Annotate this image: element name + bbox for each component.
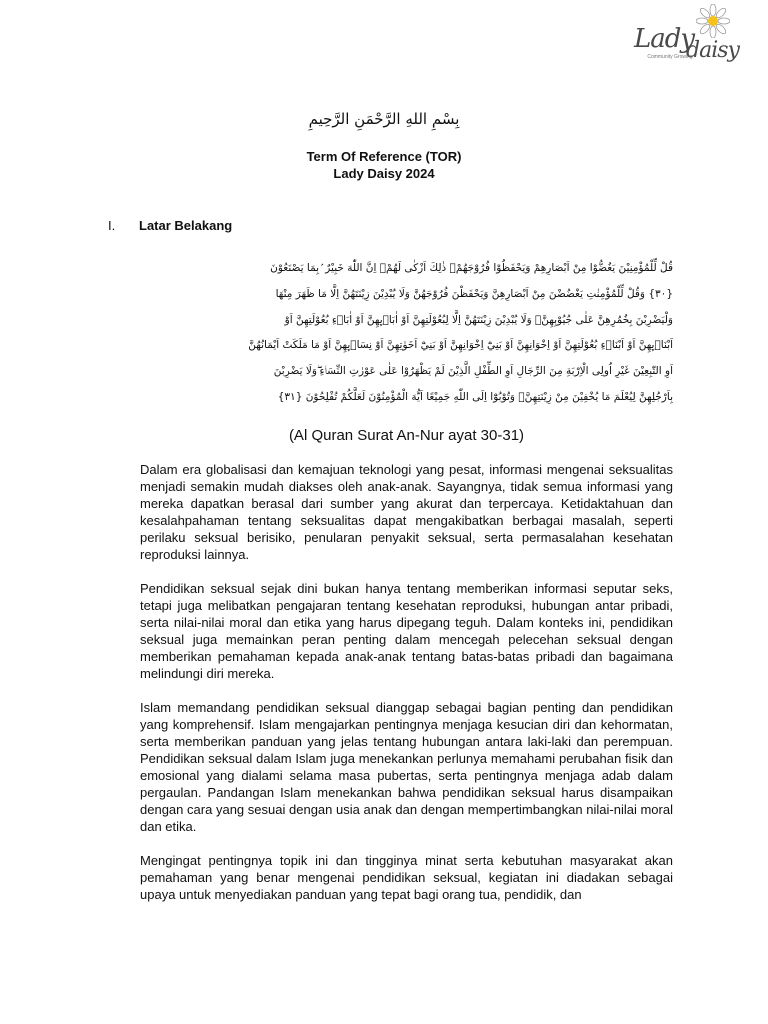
logo-word-daisy: daisy (686, 38, 739, 63)
basmala: بِسْمِ اللهِ الرَّحْمَنِ الرَّحِيمِ (308, 110, 460, 128)
paragraph: Pendidikan seksual sejak dini bukan hanya tentang memberikan informasi seputar seks, tetapi juga melibatkan pengajaran tentang kesehatan reproduksi, hubungan antar pribadi, serta nilai-nilai moral dan etika yang harus dipegang teguh. Dalam konteks ini, pendidikan seksual juga memainkan peran penting dalam mencegah pelecehan seksual dengan memberikan pemahaman kepada anak-anak tentang batas-batas pribadi dan bagaimana melindungi diri mereka. (140, 581, 673, 681)
section-heading (108, 218, 232, 233)
quran-line: قُلْ لِّلْمُؤْمِنِيْنَ يَغُضُّوْا مِنْ اَبْصَارِهِمْ وَيَحْفَظُوْا فُرُوْجَهُمْۗ ذٰلِكَ اَزْكٰى لَهُمْۗ اِنَّ اللّٰهَ خَبِيْرٌ ۢبِمَا يَصْنَعُوْنَ (270, 262, 673, 274)
document-title (0, 148, 768, 182)
title-line-2: Lady Daisy 2024 (333, 166, 435, 181)
quran-line: {٣٠} وَقُلْ لِّلْمُؤْمِنٰتِ يَغْضُضْنَ مِنْ اَبْصَارِهِنَّ وَيَحْفَظْنَ فُرُوْجَهُنَّ وَلَا يُبْدِيْنَ زِيْنَتَهُنَّ اِلَّا مَا ظَهَرَ مِنْهَا (275, 287, 673, 300)
paragraph: Dalam era globalisasi dan kemajuan teknologi yang pesat, informasi mengenai seksualitas menjadi semakin mudah diakses oleh anak-anak. Sayangnya, tidak semua informasi yang mereka dapatkan berasal dari sumber yang akurat dan terpercaya. Ketidaktahuan dan kesalahpahaman tentang seksualitas dapat mengakibatkan berbagai masalah, seperti perilaku seksual berisiko, penularan penyakit seksual, serta permasalahan kesehatan reproduksi lainnya. (140, 462, 673, 562)
title-line-1: Term Of Reference (TOR) (306, 149, 462, 164)
section-title: Latar Belakang (139, 218, 233, 233)
paragraph: Islam memandang pendidikan seksual dianggap sebagai bagian penting dan pendidikan yang komprehensif. Islam mengajarkan pentingnya menjaga kesucian diri dan kehormatan, serta memberikan panduan yang jelas tentang hubungan antara laki-laki dan perempuan. Pendidikan seksual dalam Islam juga menekankan perlunya memahami perubahan fisik dan emosional yang dialami selama masa pubertas, serta pentingnya menjaga adab dalam pergaulan. Pandangan Islam menekankan bahwa pendidikan seksual harus disampaikan dengan cara yang sesuai dengan usia anak dan dengan mempertimbangkan nilai-nilai moral dan etika. (140, 700, 673, 834)
quran-line: اَوِ التّٰبِعِيْنَ غَيْرِ اُولِى الْاِرْبَةِ مِنَ الرِّجَالِ اَوِ الطِّفْلِ الَّذِيْنَ لَمْ يَظْهَرُوْا عَلٰى عَوْرٰتِ النِّسَاۤءِ ۖوَلَا يَضْرِبْنَ (273, 365, 673, 378)
body-text (140, 461, 673, 920)
quran-line: وَلْيَضْرِبْنَ بِخُمُرِهِنَّ عَلٰى جُيُوْبِهِنَّۖ وَلَا يُبْدِيْنَ زِيْنَتَهُنَّ اِلَّا لِبُعُوْلَتِهِنَّ اَوْ اٰبَاۤىِٕهِنَّ اَوْ اٰبَاۤءِ بُعُوْلَتِهِنَّ اَوْ (284, 313, 673, 326)
quran-line: بِاَرْجُلِهِنَّ لِيُعْلَمَ مَا يُخْفِيْنَ مِنْ زِيْنَتِهِنَّۗ وَتُوْبُوْٓا اِلَى اللّٰهِ جَمِيْعًا اَيُّهَ الْمُؤْمِنُوْنَ لَعَلَّكُمْ تُفْلِحُوْنَ {٣١} (277, 390, 673, 403)
daisy-flower-icon (696, 4, 730, 38)
logo-word-lady: Lady (634, 24, 695, 54)
quran-citation: (Al Quran Surat An-Nur ayat 30-31) (288, 427, 525, 444)
quran-line: اَبْنَاۤىِٕهِنَّ اَوْ اَبْنَاۤءِ بُعُوْلَتِهِنَّ اَوْ اِخْوَانِهِنَّ اَوْ بَنِيْٓ اِخْوَانِهِنَّ اَوْ بَنِيْٓ اَخَوٰتِهِنَّ اَوْ نِسَاۤىِٕهِنَّ اَوْ مَا مَلَكَتْ اَيْمَانُهُنَّ (248, 339, 673, 352)
section-number: I. (108, 218, 116, 233)
quran-verse (140, 256, 673, 411)
logo-tagline: Community Growing (647, 54, 693, 60)
lady-daisy-logo (620, 0, 750, 98)
paragraph: Mengingat pentingnya topik ini dan tingginya minat serta kebutuhan masyarakat akan pemahaman yang benar mengenai pendidikan seksual, kegiatan ini diadakan sebagai upaya untuk menyediakan panduan yang tepat bagi orang tua, pendidik, dan (140, 853, 673, 902)
